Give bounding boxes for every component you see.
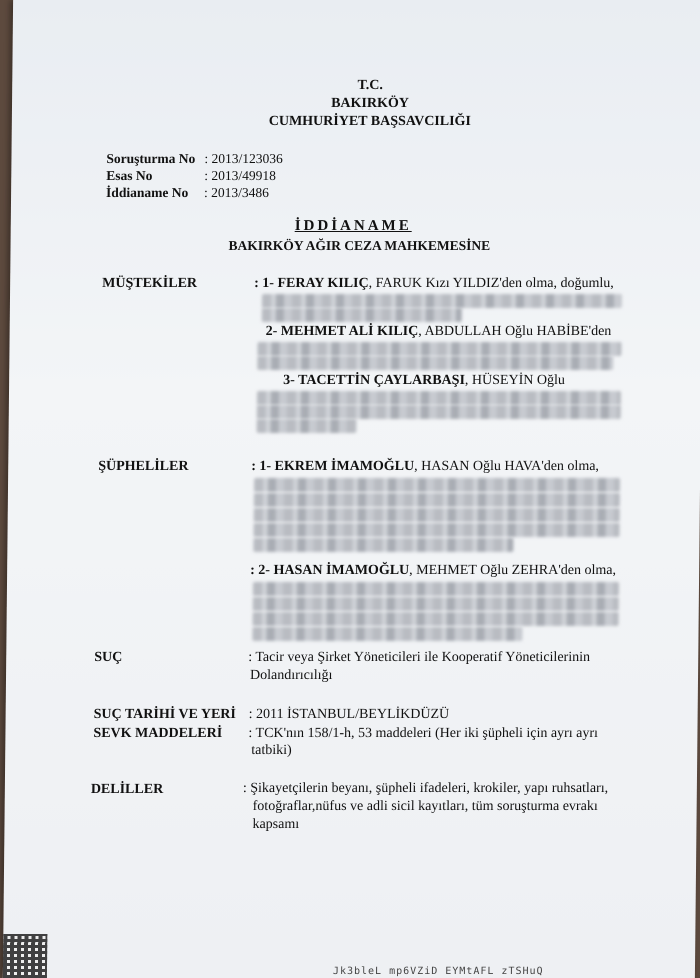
redacted-text — [253, 612, 619, 626]
musteki-2-name: MEHMET ALİ KILIÇ — [280, 324, 419, 339]
musteki-2 — [266, 324, 612, 340]
redacted-text — [257, 405, 621, 419]
redacted-text — [253, 523, 619, 537]
iddianame-no-label: İddianame No — [106, 185, 189, 200]
esas-value: : 2013/49918 — [204, 168, 277, 183]
supheli-1-prefix: : 1- — [251, 459, 275, 474]
redacted-text — [253, 582, 619, 596]
musteki-1-rest: , FARUK Kızı YILDIZ'den olma, doğumlu, — [368, 276, 614, 291]
musteki-2-rest: , ABDULLAH Oğlu HABİBE'den — [418, 324, 612, 339]
header-tc: T.C. — [357, 78, 384, 93]
deliller-line3: kapsamı — [252, 817, 300, 832]
sevk-line1: : TCK'nın 158/1-h, 53 maddeleri (Her iki şüpheli için ayrı ayrı — [248, 726, 598, 741]
musteki-label: MÜŞTEKİLER — [102, 276, 198, 291]
sevk-line2: tatbiki) — [251, 743, 292, 758]
redacted-text — [257, 356, 613, 370]
document-subtitle: BAKIRKÖY AĞIR CEZA MAHKEMESİNE — [228, 238, 491, 253]
esas-label: Esas No — [106, 168, 153, 183]
redacted-text — [257, 391, 621, 405]
supheli-2-rest: , MEHMET Oğlu ZEHRA'den olma, — [409, 563, 617, 578]
suc-line1: : Tacir veya Şirket Yöneticileri ile Kooperatif Yöneticilerinin — [248, 650, 591, 665]
deliller-line2: fotoğraflar,nüfus ve adli sicil kayıtları, tüm soruşturma evrakı — [252, 799, 598, 814]
redacted-text — [262, 308, 462, 322]
redacted-text — [254, 478, 620, 492]
redacted-text — [257, 342, 621, 356]
musteki-3-name: TACETTİN ÇAYLARBAŞI — [297, 373, 466, 388]
deliller-label: DELİLLER — [90, 782, 164, 797]
musteki-1 — [254, 276, 614, 292]
iddianame-no-value: : 2013/3486 — [204, 185, 270, 200]
redacted-text — [253, 538, 513, 552]
suc-tarihi-label: SUÇ TARİHİ VE YERİ — [93, 707, 236, 722]
redacted-text — [254, 508, 620, 522]
supheli-label: ŞÜPHELİLER — [98, 459, 189, 474]
musteki-3-rest: , HÜSEYİN Oğlu — [464, 373, 565, 388]
musteki-3-prefix: 3- — [283, 373, 299, 388]
suc-label: SUÇ — [94, 650, 123, 665]
deliller-line1: : Şikayetçilerin beyanı, şüpheli ifadeleri, krokiler, yapı ruhsatları, — [242, 781, 609, 796]
sorusturma-value: : 2013/123036 — [204, 151, 283, 166]
supheli-2 — [250, 563, 616, 579]
musteki-1-prefix: : 1- — [254, 276, 278, 291]
musteki-2-prefix: 2- — [265, 324, 281, 339]
header-bakirkoy: BAKIRKÖY — [331, 96, 410, 111]
header-office: CUMHURİYET BAŞSAVCILIĞI — [268, 114, 472, 129]
suc-line2: Dolandırıcılığı — [249, 668, 333, 683]
sevk-label: SEVK MADDELERİ — [93, 726, 223, 741]
document-title: İDDİANAME — [294, 218, 412, 234]
redacted-text — [257, 419, 357, 433]
sorusturma-label: Soruşturma No — [106, 151, 196, 166]
redacted-text — [252, 627, 522, 641]
supheli-1-rest: , HASAN Oğlu HAVA'den olma, — [414, 459, 600, 474]
qr-code — [3, 934, 47, 978]
document-page — [3, 0, 700, 978]
supheli-2-name: HASAN İMAMOĞLU — [273, 563, 410, 578]
musteki-3 — [283, 373, 565, 389]
redacted-text — [253, 597, 619, 611]
supheli-1 — [251, 459, 599, 475]
suc-tarihi-value: : 2011 İSTANBUL/BEYLİKDÜZÜ — [248, 707, 450, 722]
supheli-1-name: EKREM İMAMOĞLU — [274, 459, 415, 474]
musteki-1-name: FERAY KILIÇ — [277, 276, 369, 291]
footer-code: Jk3bleL mp6VZiD EYMtAFL zTSHuQ — [332, 966, 544, 977]
supheli-2-prefix: : 2- — [250, 563, 274, 578]
redacted-text — [262, 294, 622, 308]
redacted-text — [254, 493, 620, 507]
